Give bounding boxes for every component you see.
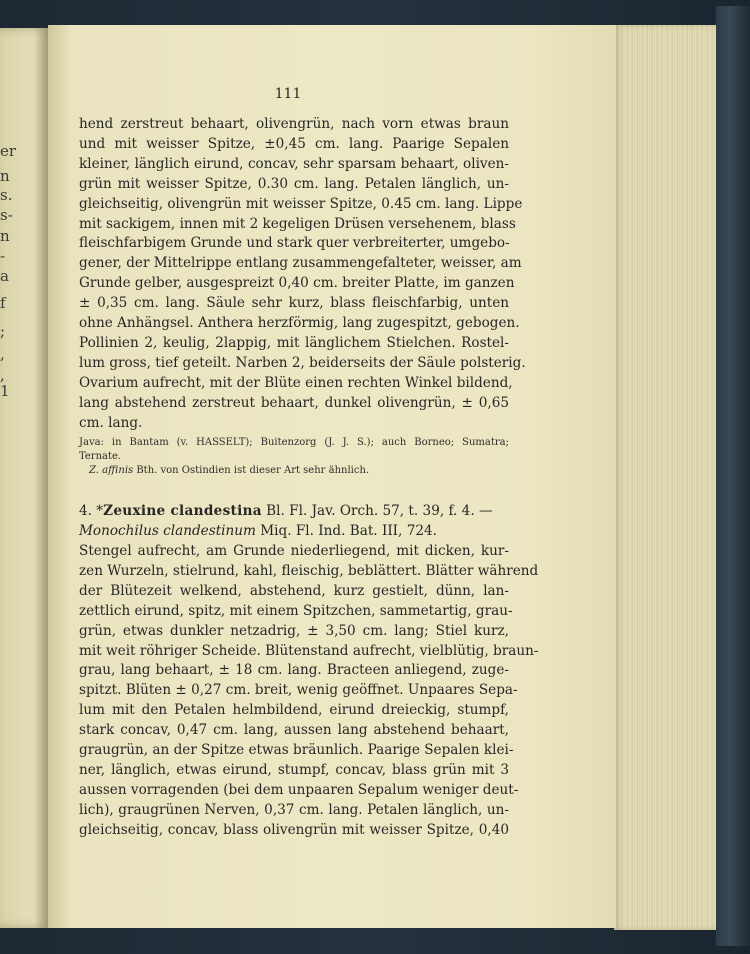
text-line: lang abstehend zerstreut behaart, dunkel olivengrün, ± 0,65	[79, 394, 509, 411]
text-line: spitzt. Blüten ± 0,27 cm. breit, wenig geöffnet. Unpaares Sepa-	[79, 682, 518, 699]
text-line: ner, länglich, etwas eirund, stumpf, concav, blass grün mit 3	[79, 761, 509, 778]
page-stack-edge	[614, 25, 716, 930]
margin-fragment: er	[0, 142, 17, 160]
text-line: gener, der Mittelrippe entlang zusammengefalteter, weisser, am	[79, 255, 522, 272]
text-line: graugrün, an der Spitze etwas bräunlich. Paarige Sepalen klei-	[79, 742, 514, 759]
text-line: der Blütezeit welkend, abstehend, kurz gestielt, dünn, lan-	[79, 582, 509, 599]
text-line: Grunde gelber, ausgespreizt 0,40 cm. breiter Platte, im ganzen	[79, 275, 515, 292]
distribution-line: Ternate.	[79, 451, 122, 462]
synonym-line	[79, 522, 509, 542]
text-line: grün, etwas dunkler netzadrig, ± 3,50 cm. lang; Stiel kurz,	[79, 622, 509, 639]
margin-fragment: f	[0, 294, 6, 312]
text-line: grau, lang behaart, ± 18 cm. lang. Bracteen anliegend, zuge-	[79, 662, 509, 679]
text-line: ohne Anhängsel. Anthera herzförmig, lang zugespitzt, gebogen.	[79, 315, 520, 332]
text-line: zettlich eirund, spitz, mit einem Spitzchen, sammetartig, grau-	[79, 602, 513, 619]
affinity-species: Z. affinis	[89, 465, 134, 476]
text-line: Stengel aufrecht, am Grunde niederliegend, mit dicken, kur-	[79, 543, 509, 559]
margin-fragment: ,	[0, 345, 5, 363]
book-cover-edge	[716, 6, 750, 946]
margin-fragment: -	[0, 247, 6, 265]
margin-fragment: ;	[0, 322, 6, 340]
facing-page-edge	[0, 28, 48, 928]
text-line: fleischfarbigem Grunde und stark quer verbreiterter, umgebo-	[79, 235, 510, 252]
margin-fragment: n	[0, 227, 10, 245]
page-number: 111	[274, 86, 302, 102]
species-number: 4. *	[79, 503, 104, 519]
text-line: gleichseitig, concav, blass olivengrün mit weisser Spitze, 0,40	[79, 821, 509, 838]
margin-fragment: a	[0, 267, 9, 285]
affinity-text: Bth. von Ostindien ist dieser Art sehr ähnlich.	[133, 465, 370, 476]
species-heading-line	[79, 502, 509, 522]
text-line: lum gross, tief geteilt. Narben 2, beiderseits der Säule polsterig.	[79, 354, 526, 371]
distribution-note	[79, 436, 509, 478]
margin-fragment: 1	[0, 382, 10, 400]
text-line: mit weit röhriger Scheide. Blütenstand aufrecht, vielblütig, braun-	[79, 642, 539, 659]
text-line: Ovarium aufrecht, mit der Blüte einen rechten Winkel bildend,	[79, 374, 513, 391]
text-line: ± 0,35 cm. lang. Säule sehr kurz, blass fleischfarbig, unten	[79, 295, 509, 312]
text-line: stark concav, 0,47 cm. lang, aussen lang abstehend behaart,	[79, 722, 509, 739]
affinity-note	[79, 464, 509, 478]
synonym-citation: Miq. Fl. Ind. Bat. III, 724.	[255, 522, 437, 539]
text-line: mit sackigem, innen mit 2 kegeligen Drüsen versehenem, blass	[79, 215, 516, 232]
margin-fragment: ,	[0, 366, 5, 384]
text-line: lum mit den Petalen helmbildend, eirund dreieckig, stumpf,	[79, 702, 509, 719]
species-name: Zeuxine clandestina	[103, 503, 262, 519]
text-line: cm. lang.	[79, 414, 143, 431]
synonym-name: Monochilus clandestinum	[79, 522, 256, 539]
margin-fragment: s.	[0, 186, 13, 204]
distribution-line: Java: in Bantam (v. HASSELT); Buitenzorg (J. J. S.); auch Borneo; Sumatra;	[79, 437, 509, 448]
text-line: und mit weisser Spitze, ±0,45 cm. lang. Paarige Sepalen	[79, 135, 509, 152]
text-line: lich), graugrünen Nerven, 0,37 cm. lang. Petalen länglich, un-	[79, 801, 509, 818]
text-line: hend zerstreut behaart, olivengrün, nach vorn etwas braun	[79, 116, 509, 132]
text-line: zen Wurzeln, stielrund, kahl, fleischig, beblättert. Blätter während	[79, 562, 539, 579]
margin-fragment: n	[0, 167, 10, 185]
paragraph-species-description	[79, 542, 539, 841]
species-heading	[79, 502, 509, 542]
text-line: Pollinien 2, keulig, 2lappig, mit länglichem Stielchen. Rostel-	[79, 334, 509, 351]
text-line: kleiner, länglich eirund, concav, sehr sparsam behaart, oliven-	[79, 155, 509, 172]
text-line: grün mit weisser Spitze, 0.30 cm. lang. Petalen länglich, un-	[79, 175, 509, 192]
margin-fragment: s-	[0, 206, 13, 224]
text-line: gleichseitig, olivengrün mit weisser Spitze, 0.45 cm. lang. Lippe	[79, 195, 523, 212]
text-line: aussen vorragenden (bei dem unpaaren Sepalum weniger deut-	[79, 781, 519, 798]
species-citation: Bl. Fl. Jav. Orch. 57, t. 39, f. 4. —	[261, 503, 493, 519]
paragraph-flower-description	[79, 115, 526, 434]
